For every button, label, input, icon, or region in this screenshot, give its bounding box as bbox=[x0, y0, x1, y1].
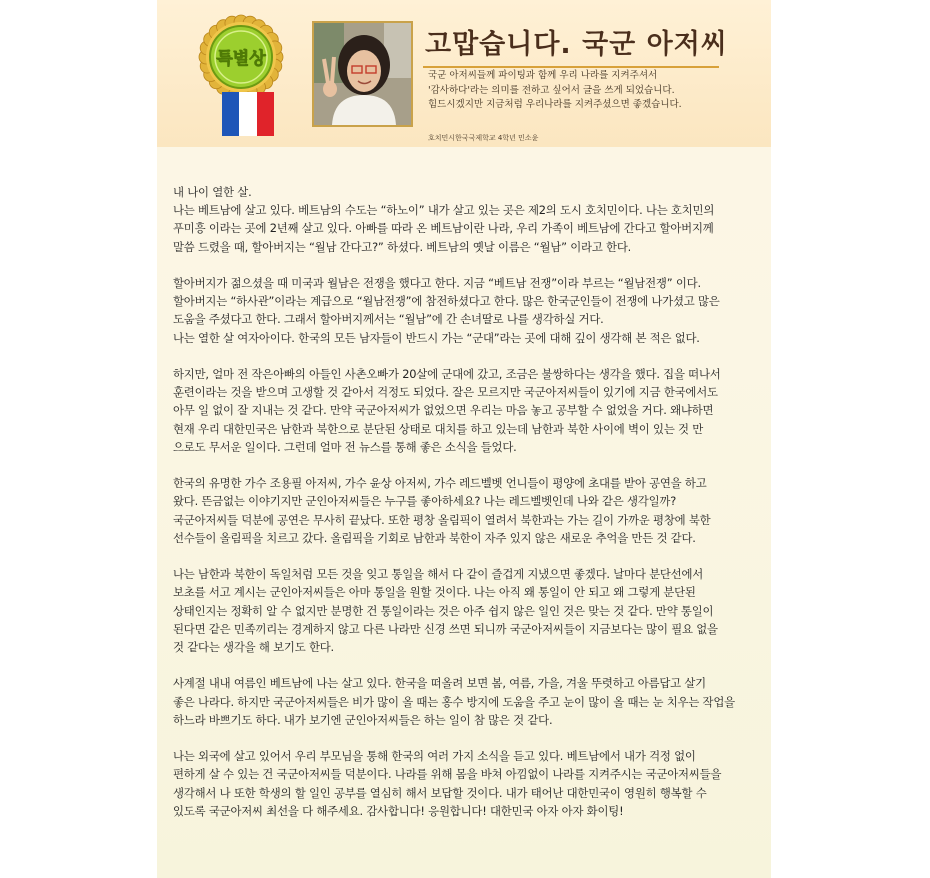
essay-line: 하지만, 얼마 전 작은아빠의 아들인 사촌오빠가 20살에 군대에 갔고, 조금은 불쌍하다는 생각을 했다. 집을 떠나서 bbox=[173, 367, 721, 381]
essay-line: 좋은 나라다. 하지만 국군아저씨들은 비가 많이 올 때는 홍수 방지에 도움을 주고 눈이 많이 올 때는 눈 치우는 작업을 bbox=[173, 694, 735, 709]
essay-line: 선수들이 올림픽을 치르고 갔다. 올림픽을 기회로 남한과 북한이 자주 있지 않은 새로운 추억을 만든 것 같다. bbox=[173, 530, 696, 545]
intro-line: '감사하다'라는 의미를 전하고 싶어서 글을 쓰게 되었습니다. bbox=[428, 84, 675, 96]
essay-line: 있도록 국군아저씨 최선을 다 해주세요. 감사합니다! 응원합니다! 대한민국 아자 아자 화이팅! bbox=[173, 803, 624, 818]
essay-paragraph bbox=[173, 747, 759, 820]
essay-paragraph bbox=[173, 674, 759, 729]
essay-line: 푸미흥 이라는 곳에 2년째 살고 있다. 아빠를 따라 온 베트남이란 나라, 우리 가족이 베트남에 간다고 할아버지께 bbox=[173, 221, 714, 236]
essay-line: 할아버지가 젊으셨을 때 미국과 월남은 전쟁을 했다고 한다. 지금 “베트남 전쟁”이라 부르는 “월남전쟁” 이다. bbox=[173, 276, 701, 290]
essay-line: 나는 열한 살 여자아이다. 한국의 모든 남자들이 반드시 가는 “군대”라는 곳에 대해 깊이 생각해 본 적은 없다. bbox=[173, 330, 700, 345]
intro-text bbox=[428, 69, 728, 113]
badge-label: 특별상 bbox=[216, 49, 266, 69]
essay-line: 편하게 살 수 있는 건 국군아저씨들 덕분이다. 나라를 위해 몸을 바쳐 아낌없이 나라를 지켜주시는 국군아저씨들을 bbox=[173, 767, 722, 782]
essay-line: 아무 일 없이 잘 지내는 것 같다. 만약 국군아저씨가 없었으면 우리는 마음 놓고 공부할 수 없었을 거다. 왜냐하면 bbox=[173, 403, 714, 418]
essay-line: 보초를 서고 계시는 군인아저씨들은 아마 통일을 원할 것이다. 나는 아직 왜 통일이 안 되고 왜 그렇게 분단된 bbox=[173, 585, 696, 600]
essay-line: 나는 남한과 북한이 독일처럼 모든 것을 잊고 통일을 해서 다 같이 즐겁게 지냈으면 좋겠다. 날마다 분단선에서 bbox=[173, 567, 704, 582]
essay-paragraph bbox=[173, 565, 759, 656]
essay-paragraph bbox=[173, 274, 759, 347]
author-byline: 호치민시한국국제학교 4학년 민소윤 bbox=[428, 134, 539, 142]
essay-line: 할아버지는 “하사관”이라는 계급으로 “월남전쟁”에 참전하셨다고 한다. 많은 한국군인들이 전쟁에 나가셨고 많은 bbox=[173, 294, 720, 309]
french-flag-ribbon bbox=[222, 92, 274, 136]
award-medal-icon bbox=[198, 14, 284, 100]
essay-line: 왔다. 뜬금없는 이야기지만 군인아저씨들은 누구를 좋아하세요? 나는 레드벨벳인데 나와 같은 생각일까? bbox=[173, 494, 677, 509]
essay-line: 훈련이라는 것을 받으며 고생할 것 같아서 걱정도 되었다. 잘은 모르지만 국군아저씨들이 있기에 지금 한국에서도 bbox=[173, 385, 718, 400]
essay-line: 하느라 바쁘기도 하다. 내가 보기엔 군인아저씨들은 하는 일이 참 많은 것 같다. bbox=[173, 712, 553, 727]
essay-body bbox=[173, 183, 759, 838]
intro-line: 힘드시겠지만 지금처럼 우리나라를 지켜주셨으면 좋겠습니다. bbox=[428, 99, 682, 110]
intro-line: 국군 아저씨들께 파이팅과 함께 우리 나라를 지켜주셔서 bbox=[428, 70, 658, 81]
essay-line: 국군아저씨들 덕분에 공연은 무사히 끝났다. 또한 평창 올림픽이 열려서 북한과는 가는 길이 가까운 평창에 북한 bbox=[173, 512, 711, 527]
essay-line: 현재 우리 대한민국은 남한과 북한으로 분단된 상태로 대치를 하고 있는데 남한과 북한 사이에 벽이 있는 것 만 bbox=[173, 421, 704, 436]
essay-line: 말씀 드렸을 때, 할아버지는 “월남 간다고?” 하셨다. 베트남의 옛날 이름은 “월남” 이라고 한다. bbox=[173, 239, 632, 254]
essay-line: 것 같다는 생각을 해 보기도 한다. bbox=[173, 640, 334, 655]
essay-line: 상태인지는 정확히 알 수 없지만 분명한 건 통일이라는 것은 아주 쉽지 않은 일인 것은 맞는 것 같다. 만약 통일이 bbox=[173, 603, 714, 618]
essay-paragraph bbox=[173, 365, 759, 456]
ribbon-blue bbox=[222, 92, 239, 136]
essay-line: 도움을 주셨다고 한다. 그래서 할아버지께서는 “월남”에 간 손녀딸로 나를 생각하실 거다. bbox=[173, 312, 604, 327]
essay-line: 사계절 내내 여름인 베트남에 나는 살고 있다. 한국을 떠올려 보면 봄, 여름, 가을, 겨울 뚜렷하고 아름답고 살기 bbox=[173, 676, 706, 691]
page-title: 고맙습니다. 국군 아저씨 bbox=[425, 29, 728, 60]
essay-line: 생각해서 나 또한 학생의 할 일인 공부를 열심히 해서 보답할 것이다. 내가 태어난 대한민국이 영원히 행복할 수 bbox=[173, 785, 707, 800]
essay-line: 나는 베트남에 살고 있다. 베트남의 수도는 “하노이” 내가 살고 있는 곳은 제2의 도시 호치민이다. 나는 호치민의 bbox=[173, 203, 715, 218]
essay-line: 으로도 무서운 일이다. 그런데 얼마 전 뉴스를 통해 좋은 소식을 들었다. bbox=[173, 439, 517, 454]
title-divider bbox=[423, 66, 719, 68]
essay-line: 내 나이 열한 살. bbox=[173, 185, 252, 199]
essay-line: 된다면 같은 민족끼리는 경계하지 않고 다른 나라만 신경 쓰면 되니까 국군아저씨들이 지금보다는 많이 필요 없을 bbox=[173, 621, 718, 636]
essay-line: 나는 외국에 살고 있어서 우리 부모님을 통해 한국의 여러 가지 소식을 듣고 있다. 베트남에서 내가 걱정 없이 bbox=[173, 749, 696, 764]
essay-line: 한국의 유명한 가수 조용필 아저씨, 가수 윤상 아저씨, 가수 레드벨벳 언니들이 평양에 초대를 받아 공연을 하고 bbox=[173, 476, 707, 491]
essay-paragraph bbox=[173, 183, 759, 256]
student-photo bbox=[312, 21, 413, 127]
student-portrait-icon bbox=[314, 23, 411, 125]
essay-paragraph bbox=[173, 474, 759, 547]
ribbon-white bbox=[239, 92, 256, 136]
ribbon-red bbox=[257, 92, 274, 136]
